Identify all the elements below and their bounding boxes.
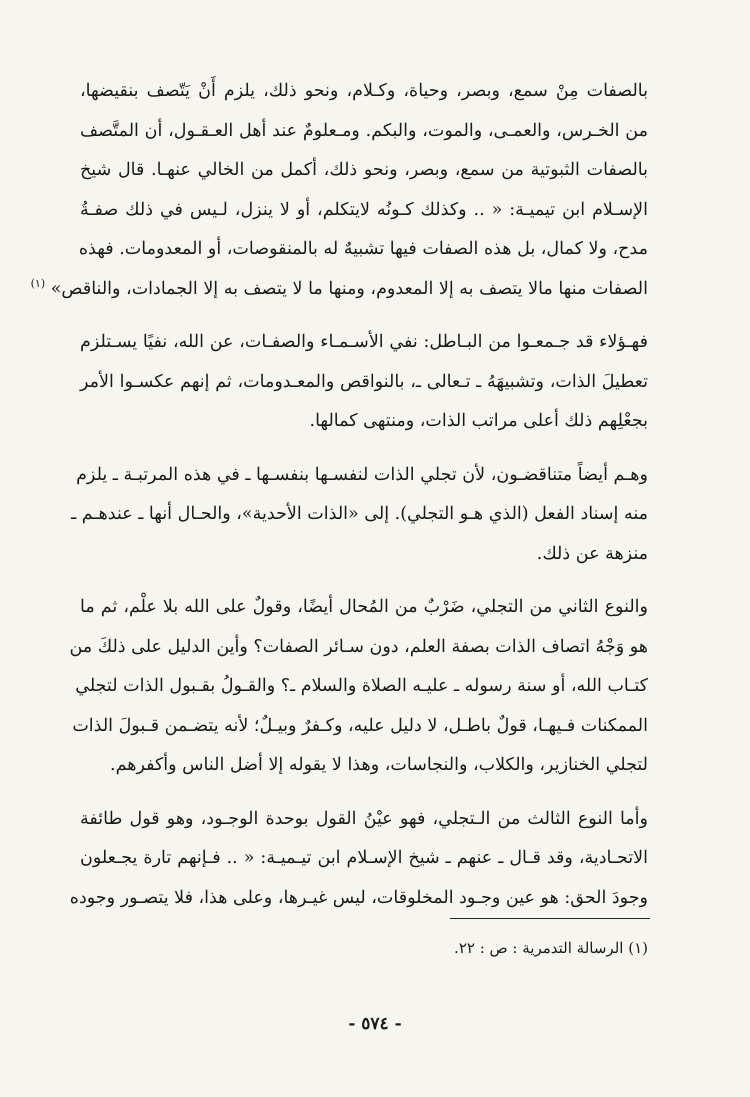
- footnote: [80, 935, 648, 961]
- text-line: منه إسناد الفعل (الذي هـو التجلي). إلى «الذات الأحدية»، والحـال أنها ـ عندهـم ـ: [71, 504, 648, 524]
- paragraph-3: [71, 456, 648, 575]
- paragraph-gap: [80, 786, 648, 800]
- text-line: بالصفات مِنْ سمع، وبصر، وحياة، وكـلام، ونحو ذلك، يلزم أَنْ يَتّصف بنقيضها،: [80, 81, 648, 101]
- text-line: الاتحـادية، وقد قـال ـ عنهم ـ شيخ الإسـلام ابن تيـميـة: « .. فـإنهم تارة يجـعلون: [80, 848, 648, 868]
- text-line: كتـاب الله، أو سنة رسوله ـ عليـه الصلاة والسلام ـ؟ والقـولُ بقـبول الذات لتجلي: [75, 676, 648, 696]
- paragraph-gap: [80, 574, 648, 588]
- paragraph-gap: [80, 309, 648, 323]
- text-line: تعطيلَ الذات، وتشبيهَهُ ـ تـعالى ـ، بالنواقص والمعـدومات، ثم إنهم عكسـوا الأمر: [80, 371, 648, 392]
- page-number: - ٥٧٤ -: [348, 1014, 402, 1034]
- text-line: وهـم أيضاً متناقضـون، لأن تجلي الذات لنفسـها بنفسـها ـ في هذه المرتبـة ـ يلزم: [76, 464, 648, 485]
- main-text: [30, 72, 648, 918]
- paragraph-4: [69, 588, 648, 786]
- text-line: من الخـرس، والعمـى، والموت، والبكم. ومـعلومٌ عند أهل العـقـول، أن المتَّصف: [80, 120, 648, 141]
- text-line: [30, 270, 648, 310]
- footnote-marker[interactable]: (١): [30, 276, 46, 290]
- text-line: بالصفات الثبوتية من سمع، وبصر، ونحو ذلك، أكمل من الخالي عنهـا. قال شيخ: [80, 160, 648, 180]
- paragraph-1: [30, 72, 648, 309]
- text-line: الممكنات فـيهـا، قولٌ باطـل، لا دليل عليه، وكـفرٌ وبيـلٌ؛ لأنه يتضـمن قـبولَ الذات: [72, 715, 648, 736]
- text-line: مدح، ولا كمال، بل هذه الصفات فيها تشبيهٌ له بالمنقوصات، أو المعدومات. فهذه: [78, 239, 648, 259]
- text-line-content: الصفات منها مالا يتصف به إلا المعدوم، ومنها ما لا يتصف به إلا الجمادات، والناقص»: [50, 278, 648, 299]
- paragraph-5: [69, 800, 648, 919]
- text-line: بجعْلِهم ذلك أعلى مراتب الذات، ومنتهى كمالها.: [309, 411, 648, 431]
- footnote-divider: [450, 918, 650, 919]
- text-line: هو وَجْهُ اتصاف الذات بصفة العلم، دون سـائر الصفات؟ وأين الدليل على ذلكَ من: [69, 636, 648, 657]
- paragraph-gap: [80, 442, 648, 456]
- text-line: الإسـلام ابن تيميـة: « .. وكذلك كـونُه لايتكلم، أو لا ينزل، لـيس في ذلك صفـةُ: [80, 199, 648, 220]
- paragraph-2: [80, 323, 648, 442]
- text-line: فهـؤلاء قد جـمعـوا من البـاطل: نفي الأسـمـاء والصفـات، عن الله، نفيًا يسـتلزم: [80, 332, 648, 352]
- text-line: منزهة عن ذلك.: [536, 543, 648, 564]
- text-line: لتجلي الخنازير، والكلاب، والنجاسات، وهذا لا يقوله إلا أضل الناس وأكفرهم.: [110, 755, 648, 775]
- text-line: وأما النوع الثالث من الـتجلي، فهو عيْنُ القول بوحدة الوجـود، وهو قول طائفة: [80, 808, 648, 829]
- text-line: وجودَ الحق: هو عين وجـود المخلوقات، ليس غيـرها، وعلى هذا، فلا يتصـور وجوده: [69, 887, 648, 908]
- footnote-text: (١) الرسالة التدمرية : ص : ٢٢.: [454, 939, 648, 957]
- text-line: والنوع الثاني من التجلي، ضَرْبٌ من المُحال أيضًا، وقولٌ على الله بلا علْم، ثم ما: [80, 597, 648, 617]
